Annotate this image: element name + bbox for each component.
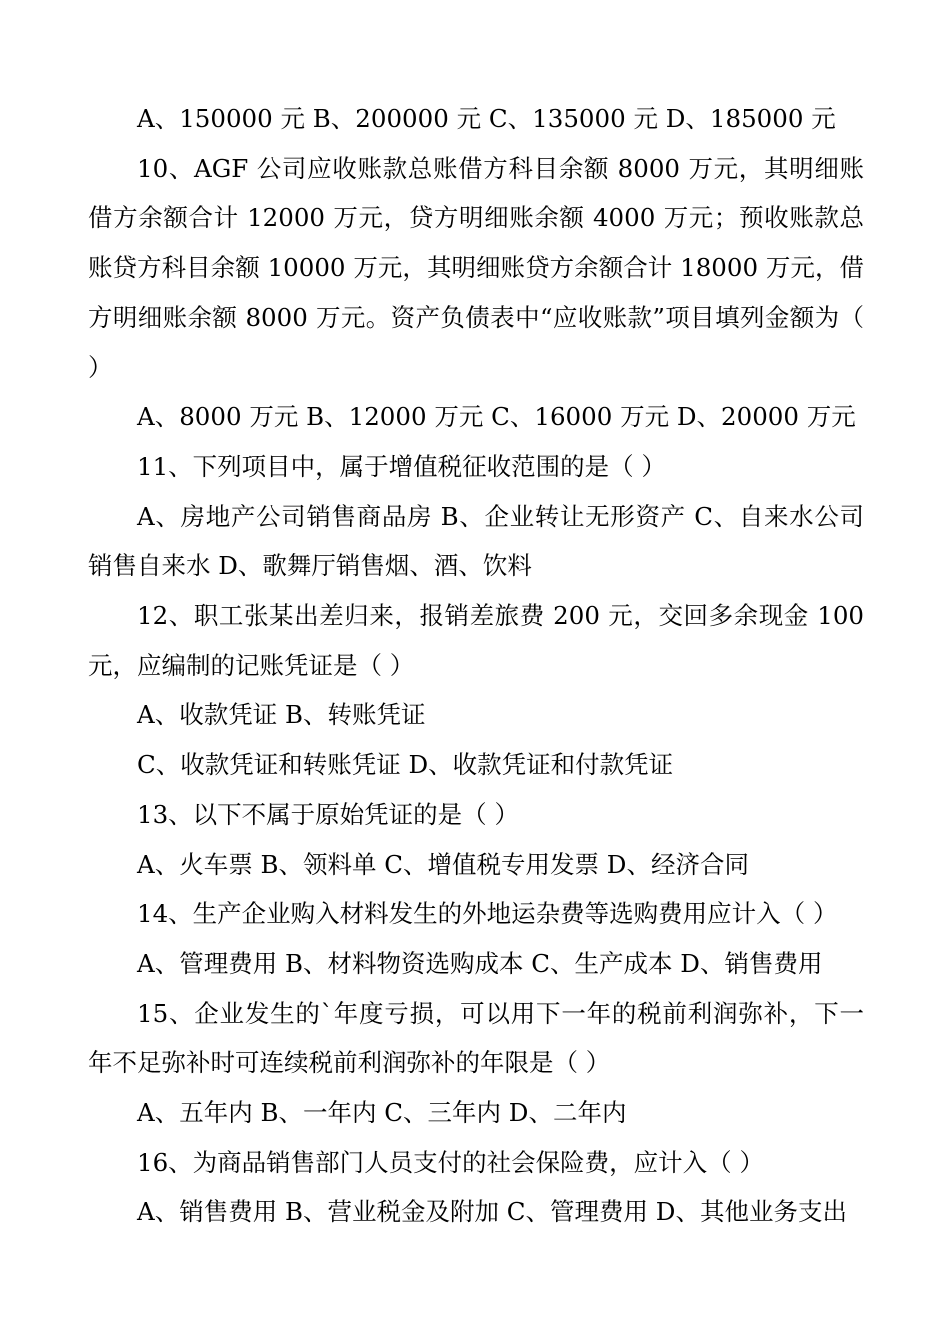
question-15: 15、企业发生的`年度亏损，可以用下一年的税前利润弥补，下一年不足弥补时可连续税前利润弥补的年限是（ ） <box>88 998 864 1078</box>
question-10: 10、AGF 公司应收账款总账借方科目余额 8000 万元，其明细账借方余额合计 12000 万元，贷方明细账余额 4000 万元；预收账款总账贷方科目余额 10000 万元，其明细账贷方余额合计 18000 万元，借方明细账余额 8000 万元。资产负债表中“应收账款”项目填列金额为（ ） <box>88 153 864 382</box>
question-12: 12、职工张某出差归来，报销差旅费 200 元，交回多余现金 100 元，应编制的记账凭证是（ ） <box>88 601 864 680</box>
answer-options-q14: A、管理费用 B、材料物资选购成本 C、生产成本 D、销售费用 <box>137 948 823 978</box>
answer-options-q12-cd: C、收款凭证和转账凭证 D、收款凭证和付款凭证 <box>137 750 674 780</box>
question-14: 14、生产企业购入材料发生的外地运杂费等选购费用应计入（ ） <box>137 899 838 929</box>
question-16: 16、为商品销售部门人员支付的社会保险费，应计入（ ） <box>137 1147 764 1177</box>
answer-options-q9: A、150000 元 B、200000 元 C、135000 元 D、185000 元 <box>137 104 836 133</box>
answer-options-q16: A、销售费用 B、营业税金及附加 C、管理费用 D、其他业务支出 <box>137 1197 847 1227</box>
question-13: 13、以下不属于原始凭证的是（ ） <box>137 799 519 829</box>
document-page <box>88 94 864 1237</box>
answer-options-q13: A、火车票 B、领料单 C、增值税专用发票 D、经济合同 <box>137 849 749 879</box>
answer-options-q15: A、五年内 B、一年内 C、三年内 D、二年内 <box>137 1098 627 1128</box>
answer-options-q10: A、8000 万元 B、12000 万元 C、16000 万元 D、20000 万元 <box>137 402 856 432</box>
answer-options-q12-ab: A、收款凭证 B、转账凭证 <box>137 700 426 730</box>
question-11: 11、下列项目中，属于增值税征收范围的是（ ） <box>137 451 666 481</box>
answer-options-q11: A、房地产公司销售商品房 B、企业转让无形资产 C、自来水公司销售自来水 D、歌舞厅销售烟、酒、饮料 <box>88 501 864 581</box>
